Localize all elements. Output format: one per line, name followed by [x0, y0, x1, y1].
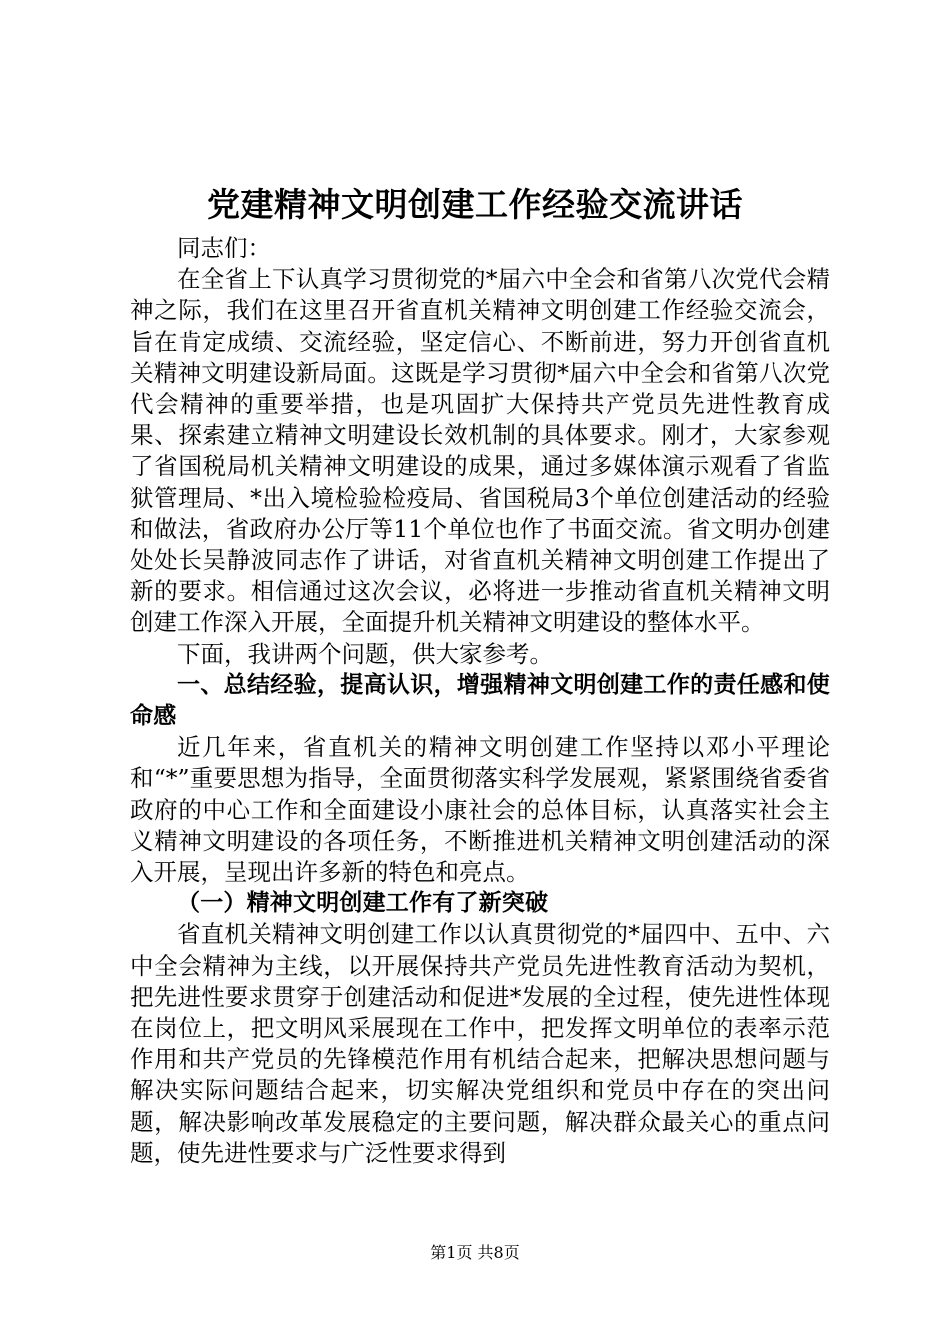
salutation: 同志们： — [177, 234, 271, 262]
paragraph-intro: 在全省上下认真学习贯彻党的*届六中全会和省第八次党代会精神之际，我们在这里召开省直机关精神文明创建工作经验交流会，旨在肯定成绩、交流经验，坚定信心、不断前进，努力开创省直机关精神文明建设新局面。这既是学习贯彻*届六中全会和省第八次党代会精神的重要举措，也是巩固扩大保持共产党员先进性教育成果、探索建立精神文明建设长效机制的具体要求。刚才，大家参观了省国税局机关精神文明建设的成果，通过多媒体演示观看了省监狱管理局、*出入境检验检疫局、省国税局3个单位创建活动的经验和做法，省政府办公厅等11个单位也作了书面交流。省文明办创建处处长吴静波同志作了讲话，对省直机关精神文明创建工作提出了新的要求。相信通过这次会议，必将进一步推动省直机关精神文明创建工作深入开展，全面提升机关精神文明建设的整体水平。 — [130, 265, 830, 637]
page-footer: 第1页 共8页 — [430, 1243, 520, 1262]
document-body — [130, 233, 830, 1169]
paragraph-outline: 下面，我讲两个问题，供大家参考。 — [177, 639, 553, 668]
section-heading-1: 一、总结经验，提高认识，增强精神文明创建工作的责任感和使命感 — [130, 671, 830, 730]
paragraph-section-1: 近几年来，省直机关的精神文明创建工作坚持以邓小平理论和“*”重要思想为指导，全面贯彻落实科学发展观，紧紧围绕省委省政府的中心工作和全面建设小康社会的总体目标，认真落实社会主义精神文明建设的各项任务，不断推进机关精神文明创建活动的深入开展，呈现出许多新的特色和亮点。 — [130, 733, 830, 887]
paragraph-subsection-1: 省直机关精神文明创建工作以认真贯彻党的*届四中、五中、六中全会精神为主线，以开展保持共产党员先进性教育活动为契机，把先进性要求贯穿于创建活动和促进*发展的全过程，使先进性体现在岗位上，把文明风采展现在工作中，把发挥文明单位的表率示范作用和共产党员的先锋模范作用有机结合起来，把解决思想问题与解决实际问题结合起来，切实解决党组织和党员中存在的突出问题，解决影响改革发展稳定的主要问题，解决群众最关心的重点问题，使先进性要求与广泛性要求得到 — [130, 920, 830, 1167]
subsection-heading-1: （一）精神文明创建工作有了新突破 — [177, 890, 549, 917]
document-title: 党建精神文明创建工作经验交流讲话 — [207, 185, 743, 224]
